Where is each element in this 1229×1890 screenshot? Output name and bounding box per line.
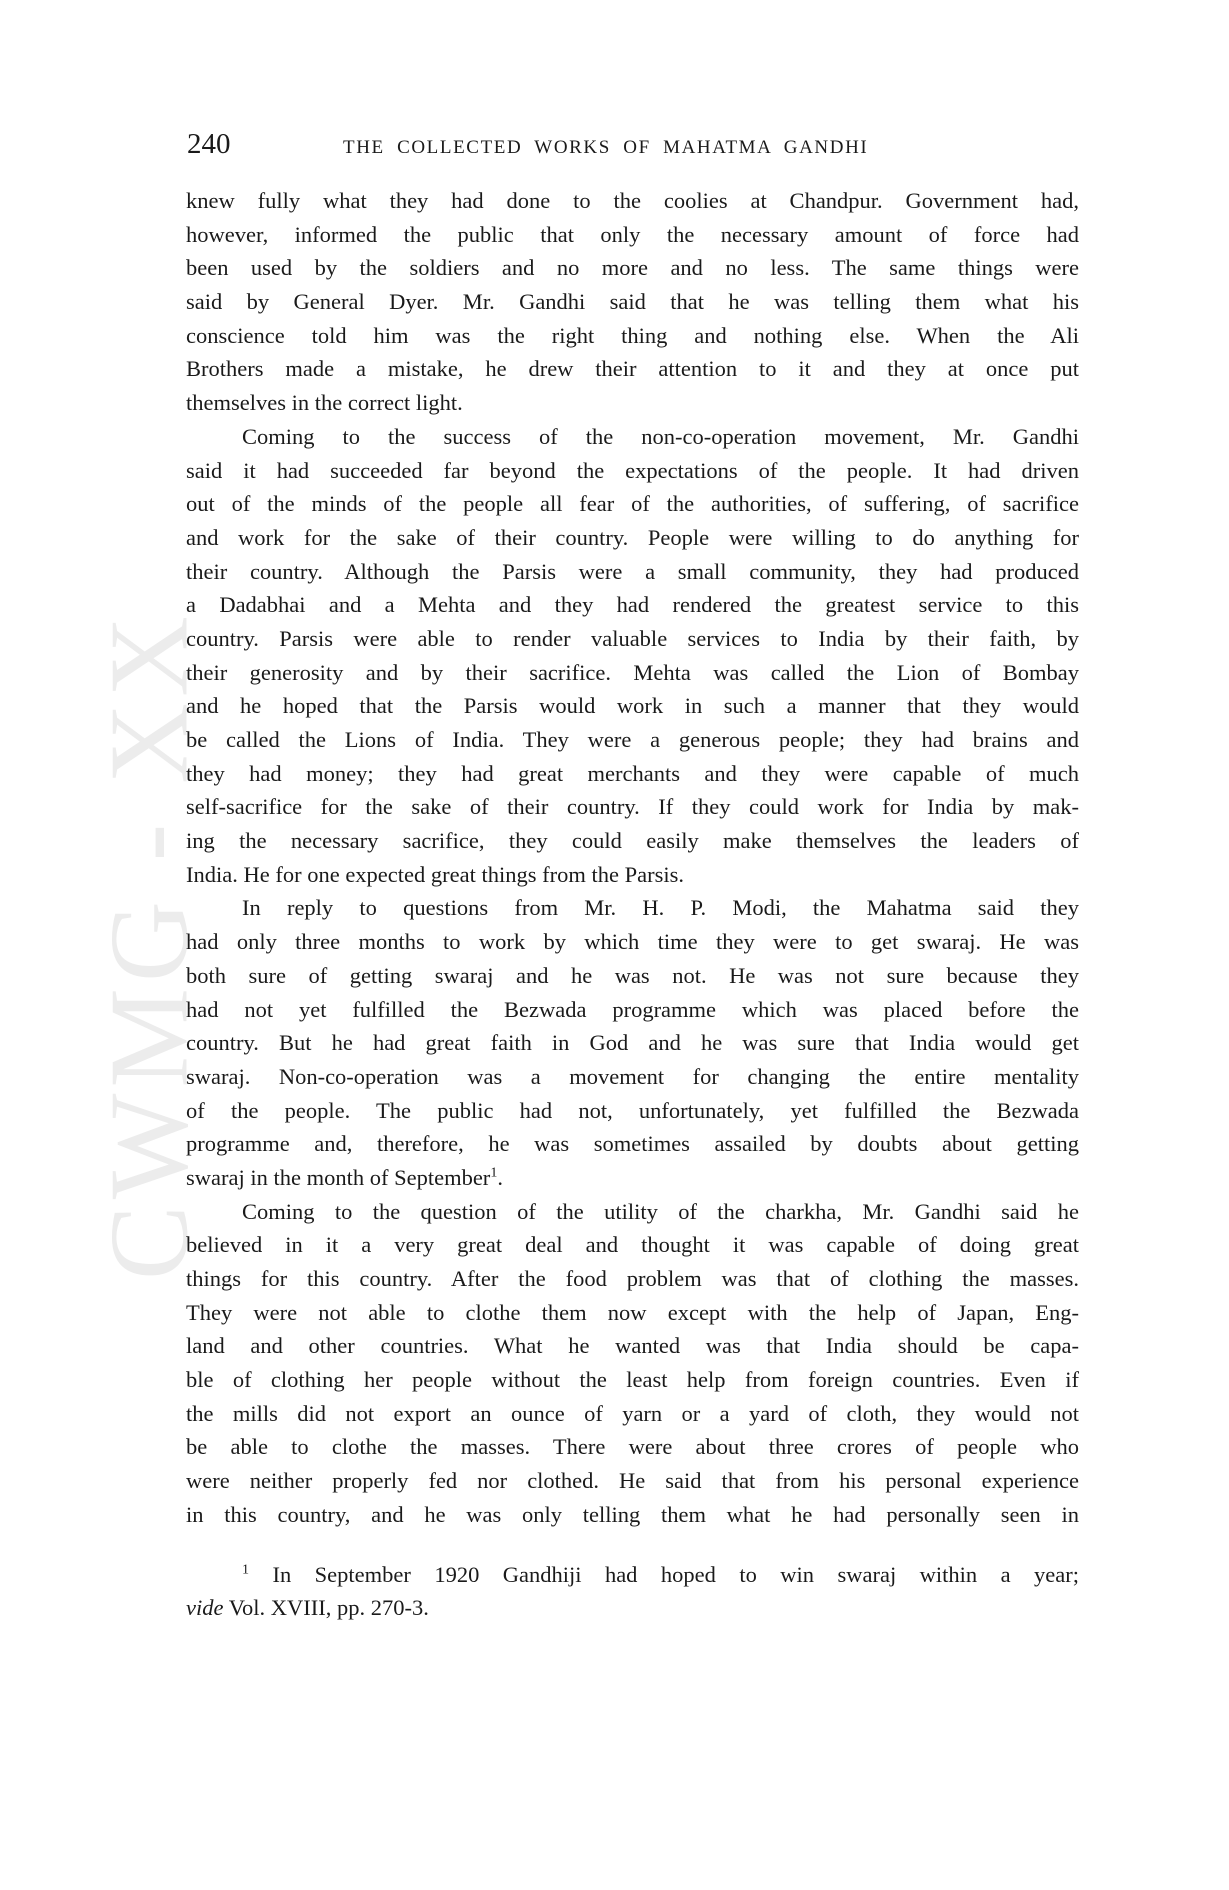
- paragraph: [186, 891, 1079, 1194]
- line-text: a Dadabhai and a Mehta and they had rendered the greatest service to this: [186, 592, 1079, 618]
- line-text: programme and, therefore, he was sometimes assailed by doubts about getting: [186, 1131, 1079, 1157]
- line-text: had only three months to work by which time they were to get swaraj. He was: [186, 929, 1079, 955]
- text-line: [186, 723, 1079, 757]
- line-text: .: [497, 1164, 503, 1190]
- text-line: [186, 1498, 1079, 1532]
- text-line: [186, 285, 1079, 319]
- footnote: [186, 1558, 1079, 1624]
- text-line: [186, 386, 1079, 420]
- text-line: [186, 1060, 1079, 1094]
- text-line: [186, 521, 1079, 555]
- footnote-text: In September 1920 Gandhiji had hoped to win swaraj within a year;: [272, 1562, 1079, 1587]
- line-text: believed in it a very great deal and thought it was capable of doing great: [186, 1232, 1079, 1258]
- footnote-mark: 1: [242, 1562, 249, 1578]
- text-line: [186, 1228, 1079, 1262]
- text-line: [186, 184, 1079, 218]
- text-line: [186, 1430, 1079, 1464]
- line-text: conscience told him was the right thing and nothing else. When the Ali: [186, 322, 1079, 348]
- line-text: had not yet fulfilled the Bezwada programme which was placed before the: [186, 996, 1079, 1022]
- line-text: they had money; they had great merchants and they were capable of much: [186, 760, 1079, 786]
- line-text: Coming to the success of the non-co-operation movement, Mr. Gandhi: [242, 423, 1079, 449]
- text-line: [186, 1329, 1079, 1363]
- footnote-line: [186, 1558, 1079, 1591]
- footnote-line: [186, 1591, 1079, 1624]
- line-text: in this country, and he was only telling them what he had personally seen in: [186, 1501, 1079, 1527]
- text-line: [186, 1127, 1079, 1161]
- running-title: THE COLLECTED WORKS OF MAHATMA GANDHI: [343, 137, 869, 158]
- line-text: however, informed the public that only the necessary amount of force had: [186, 221, 1079, 247]
- line-text: swaraj. Non-co-operation was a movement for changing the entire mentality: [186, 1063, 1079, 1089]
- text-line: [186, 1464, 1079, 1498]
- text-line: [186, 420, 1079, 454]
- line-text: be able to clothe the masses. There were about three crores of people who: [186, 1434, 1079, 1460]
- text-line: [186, 1397, 1079, 1431]
- line-text: and he hoped that the Parsis would work in such a manner that they would: [186, 693, 1079, 719]
- line-text: things for this country. After the food problem was that of clothing the masses.: [186, 1266, 1079, 1291]
- footnote-text: Vol. XVIII, pp. 270-3.: [223, 1595, 429, 1620]
- text-line: [186, 1296, 1079, 1330]
- line-text: ing the necessary sacrifice, they could easily make themselves the leaders of: [186, 828, 1079, 854]
- text-line: [186, 959, 1079, 993]
- line-text: said by General Dyer. Mr. Gandhi said that he was telling them what his: [186, 289, 1079, 315]
- text-line: [186, 1094, 1079, 1128]
- text-line: [186, 588, 1079, 622]
- paragraph: [186, 184, 1079, 420]
- text-line: [186, 319, 1079, 353]
- line-text: country. But he had great faith in God and he was sure that India would get: [186, 1030, 1079, 1056]
- line-text: Brothers made a mistake, he drew their attention to it and they at once put: [186, 356, 1079, 382]
- paragraph: [186, 1195, 1079, 1532]
- line-text: both sure of getting swaraj and he was not. He was not sure because they: [186, 962, 1079, 988]
- text-line: [186, 757, 1079, 791]
- text-line: [186, 858, 1079, 892]
- line-text: themselves in the correct light.: [186, 390, 463, 416]
- body-text: [186, 184, 1079, 1532]
- watermark: [87, 520, 212, 1370]
- text-line: [186, 218, 1079, 252]
- text-line: [186, 993, 1079, 1027]
- line-text: In reply to questions from Mr. H. P. Modi, the Mahatma said they: [242, 895, 1079, 921]
- text-line: [186, 689, 1079, 723]
- text-line: [186, 925, 1079, 959]
- text-line: [186, 1363, 1079, 1397]
- text-line: [186, 487, 1079, 521]
- text-line: [186, 790, 1079, 824]
- text-line: [186, 555, 1079, 589]
- line-text: and work for the sake of their country. People were willing to do anything for: [186, 524, 1079, 550]
- page-number: 240: [187, 128, 231, 160]
- line-text: their country. Although the Parsis were a small community, they had produced: [186, 558, 1079, 584]
- line-text: swaraj in the month of September: [186, 1164, 491, 1190]
- line-text: of the people. The public had not, unfortunately, yet fulfilled the Bezwada: [186, 1097, 1079, 1123]
- text-line: [186, 1026, 1079, 1060]
- line-text: Coming to the question of the utility of the charkha, Mr. Gandhi said he: [242, 1198, 1079, 1224]
- text-line: [186, 1161, 1079, 1195]
- text-line: [186, 656, 1079, 690]
- footnote-reference: 1: [490, 1165, 498, 1181]
- line-text: country. Parsis were able to render valuable services to India by their faith, by: [186, 625, 1079, 651]
- text-line: [186, 891, 1079, 925]
- line-text: said it had succeeded far beyond the expectations of the people. It had driven: [186, 457, 1079, 483]
- line-text: their generosity and by their sacrifice. Mehta was called the Lion of Bombay: [186, 659, 1079, 685]
- text-line: [186, 1195, 1079, 1229]
- line-text: be called the Lions of India. They were a generous people; they had brains and: [186, 727, 1079, 752]
- text-line: [186, 622, 1079, 656]
- line-text: knew fully what they had done to the coolies at Chandpur. Government had,: [186, 188, 1079, 213]
- line-text: were neither properly fed nor clothed. He said that from his personal experience: [186, 1468, 1079, 1494]
- text-line: [186, 352, 1079, 386]
- line-text: They were not able to clothe them now except with the help of Japan, Eng-: [186, 1299, 1079, 1325]
- line-text: been used by the soldiers and no more and no less. The same things were: [186, 255, 1079, 281]
- footnote-italic: vide: [186, 1595, 224, 1620]
- line-text: the mills did not export an ounce of yarn or a yard of cloth, they would not: [186, 1400, 1079, 1426]
- text-line: [186, 824, 1079, 858]
- watermark-text: CWMG - XX: [87, 610, 212, 1280]
- paragraph: [186, 420, 1079, 892]
- text-line: [186, 454, 1079, 488]
- line-text: self-sacrifice for the sake of their country. If they could work for India by mak-: [186, 794, 1079, 820]
- line-text: land and other countries. What he wanted was that India should be capa-: [186, 1333, 1079, 1359]
- line-text: ble of clothing her people without the least help from foreign countries. Even if: [186, 1367, 1079, 1393]
- text-line: [186, 1262, 1079, 1296]
- text-line: [186, 251, 1079, 285]
- line-text: out of the minds of the people all fear of the authorities, of suffering, of sacrifice: [186, 491, 1079, 517]
- line-text: India. He for one expected great things from the Parsis.: [186, 861, 684, 887]
